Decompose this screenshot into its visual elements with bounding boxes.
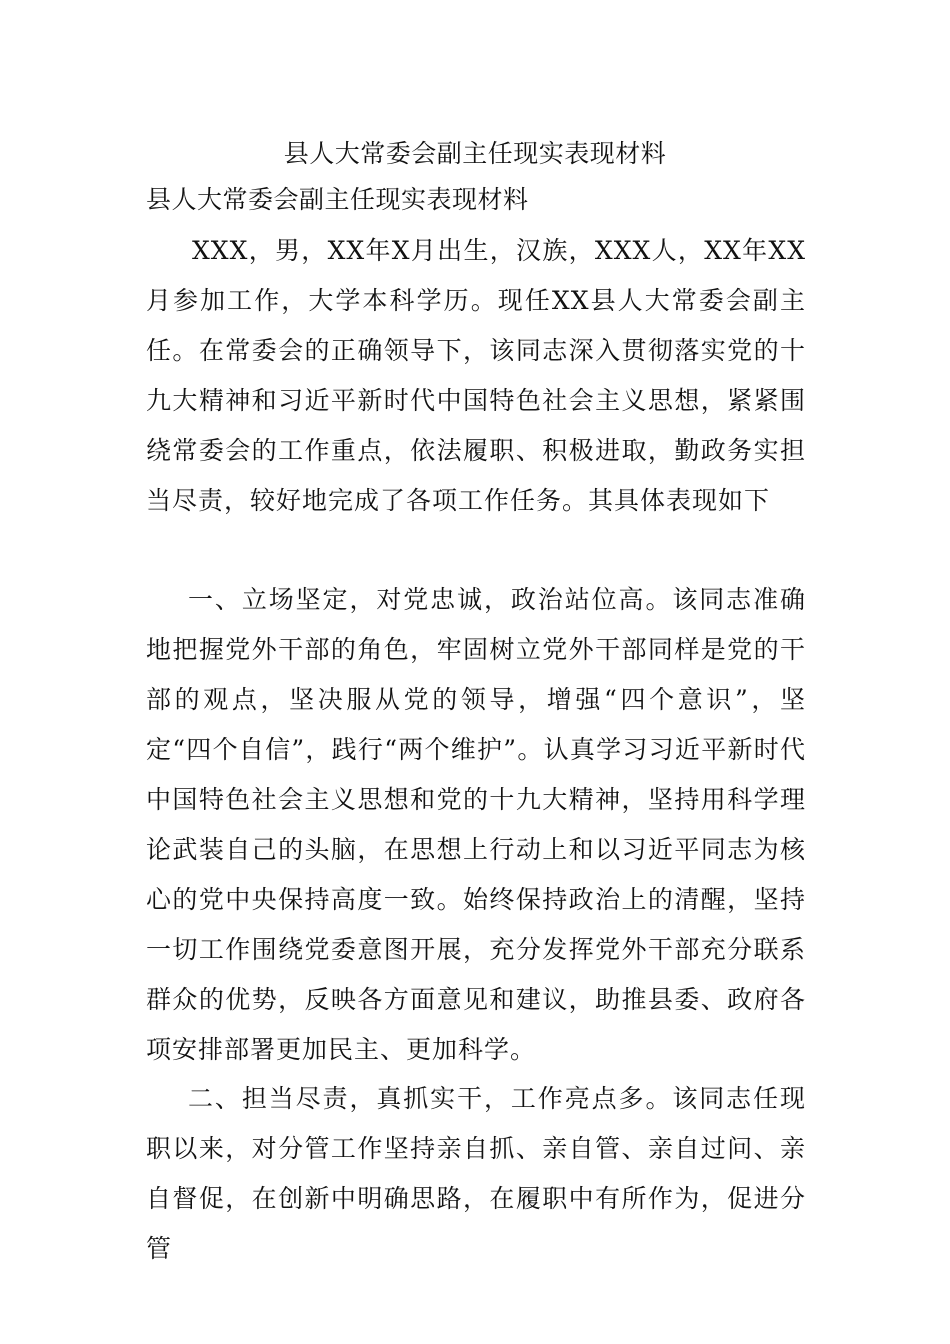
section-2-paragraph: 二、担当尽责，真抓实干，工作亮点多。该同志任现职以来，对分管工作坚持亲自抓、亲自管、亲自过问、亲自督促，在创新中明确思路，在履职中有所作为，促进分管	[146, 1084, 806, 1263]
intro-paragraph: XXX，男，XX年X月出生，汉族，XXX人，XX年XX月参加工作，大学本科学历。现任XX县人大常委会副主任。在常委会的正确领导下，该同志深入贯彻落实党的十九大精神和习近平新时代中国特色社会主义思想，紧紧围绕常委会的工作重点，依法履职、积极进取，勤政务实担当尽责，较好地完成了各项工作任务。其具体表现如下	[146, 236, 806, 515]
document-title: 县人大常委会副主任现实表现材料	[283, 139, 667, 168]
section-1-paragraph: 一、立场坚定，对党忠诚，政治站位高。该同志准确地把握党外干部的角色，牢固树立党外干部同样是党的干部的观点，坚决服从党的领导，增强“四个意识”，坚定“四个自信”，践行“两个维护”。认真学习习近平新时代中国特色社会主义思想和党的十九大精神，坚持用科学理论武装自己的头脑，在思想上行动上和以习近平同志为核心的党中央保持高度一致。始终保持政治上的清醒，坚持一切工作围绕党委意图开展，充分发挥党外干部充分联系群众的优势，反映各方面意见和建议，助推县委、政府各项安排部署更加民主、更加科学。	[146, 585, 806, 1064]
document-subtitle: 县人大常委会副主任现实表现材料	[146, 185, 529, 214]
